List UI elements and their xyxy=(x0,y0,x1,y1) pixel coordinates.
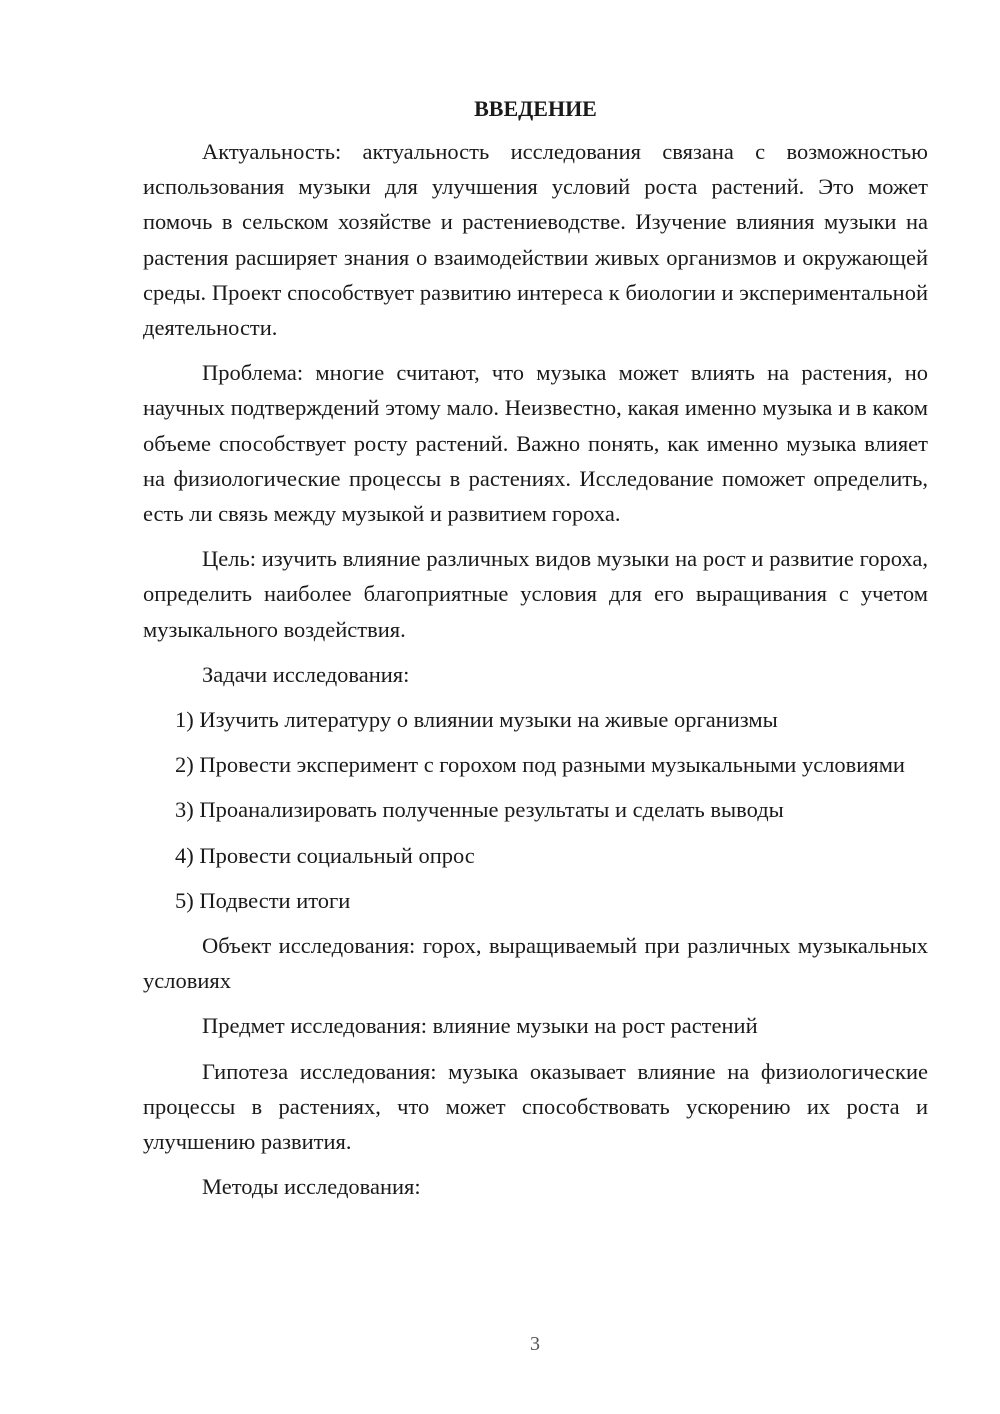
task-item: 1) Изучить литературу о влиянии музыки на живые организмы xyxy=(175,707,778,733)
methods-heading: Методы исследования: xyxy=(202,1174,421,1200)
goal-paragraph: Цель: изучить влияние различных видов музыки на рост и развитие гороха, определить наиболее благоприятные условия для его выращивания с учетом музыкального воздействия. xyxy=(143,546,928,642)
document-page xyxy=(143,92,928,1214)
subject-paragraph: Предмет исследования: влияние музыки на рост растений xyxy=(202,1013,758,1039)
task-item: 3) Проанализировать полученные результаты и сделать выводы xyxy=(175,797,784,823)
tasks-heading: Задачи исследования: xyxy=(202,661,410,687)
task-item: 4) Провести социальный опрос xyxy=(175,842,475,868)
task-item: 5) Подвести итоги xyxy=(175,887,351,913)
task-item: 2) Провести эксперимент с горохом под разными музыкальными условиями xyxy=(175,752,905,778)
problem-paragraph: Проблема: многие считают, что музыка может влиять на растения, но научных подтверждений этому мало. Неизвестно, какая именно музыка и в каком объеме способствует росту растений. Важно понять, как именно музыка влияет на физиологические процессы в растениях. Исследование поможет определить, есть ли связь между музыкой и развитием гороха. xyxy=(143,360,928,527)
page-number: 3 xyxy=(530,1333,540,1355)
relevance-paragraph: Актуальность: актуальность исследования связана с возможностью использования музыки для улучшения условий роста растений. Это может помочь в сельском хозяйстве и растениеводстве. Изучение влияния музыки на растения расширяет знания о взаимодействии живых организмов и окружающей среды. Проект способствует развитию интереса к биологии и экспериментальной деятельности. xyxy=(143,139,928,341)
page-title: ВВЕДЕНИЕ xyxy=(474,96,597,121)
hypothesis-paragraph: Гипотеза исследования: музыка оказывает влияние на физиологические процессы в растениях, что может способствовать ускорению их роста и улучшению развития. xyxy=(143,1058,928,1155)
object-paragraph: Объект исследования: горох, выращиваемый при различных музыкальных условиях xyxy=(143,933,928,994)
